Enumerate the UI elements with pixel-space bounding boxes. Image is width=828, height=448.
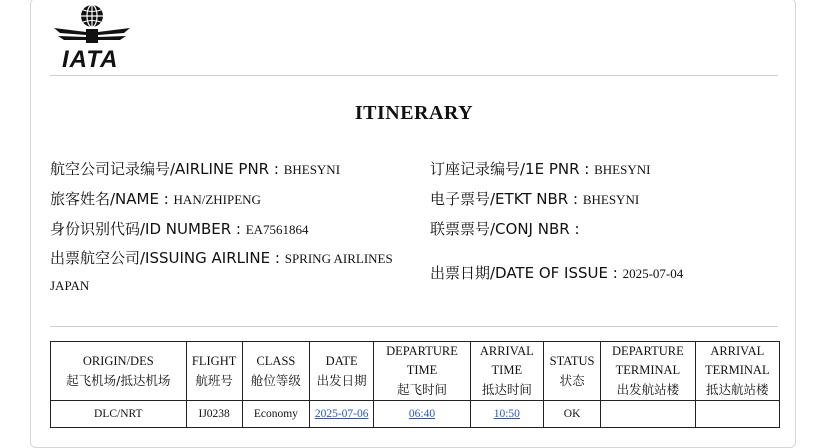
id-number-label: 身份识别代码/ID NUMBER : xyxy=(50,220,246,238)
airline-pnr xyxy=(50,158,340,179)
id-number-value: EA7561864 xyxy=(245,222,309,237)
cell-departure-terminal xyxy=(601,401,695,428)
middle-divider xyxy=(50,326,778,327)
passenger-name-value: HAN/ZHIPENG xyxy=(173,192,261,207)
logo-wordmark: IATA xyxy=(62,46,119,73)
etkt-number-label: 电子票号/ETKT NBR : xyxy=(430,190,583,208)
cell-status: OK xyxy=(543,401,600,428)
col-header-flight: FLIGHT 航班号 xyxy=(186,342,242,401)
issuing-airline xyxy=(50,247,393,268)
col-header-date: DATE 出发日期 xyxy=(310,342,374,401)
conj-number xyxy=(430,218,580,239)
itinerary-table xyxy=(50,341,780,428)
table-header-row xyxy=(51,342,780,401)
table-row xyxy=(51,401,780,428)
col-header-arrival-terminal: ARRIVAL TERMINAL 抵达航站楼 xyxy=(695,342,779,401)
date-of-issue-label: 出票日期/DATE OF ISSUE : xyxy=(430,264,623,282)
arrival-time-link[interactable]: 10:50 xyxy=(493,408,520,420)
etkt-number xyxy=(430,188,639,209)
cell-class: Economy xyxy=(242,401,309,428)
col-header-status: STATUS 状态 xyxy=(543,342,600,401)
issuing-airline-value-line2: JAPAN xyxy=(50,278,90,293)
date-link[interactable]: 2025-07-06 xyxy=(314,408,369,420)
cell-arrival-terminal xyxy=(695,401,779,428)
conj-number-label: 联票票号/CONJ NBR : xyxy=(430,220,580,238)
col-header-class: CLASS 舱位等级 xyxy=(242,342,309,401)
date-of-issue xyxy=(430,262,683,283)
passenger-name xyxy=(50,188,261,209)
etkt-number-value: BHESYNI xyxy=(582,192,640,207)
airline-pnr-value: BHESYNI xyxy=(283,162,341,177)
ie-pnr xyxy=(430,158,650,179)
cell-departure-time xyxy=(374,401,470,428)
cell-origin-des: DLC/NRT xyxy=(51,401,187,428)
id-number xyxy=(50,218,309,239)
issuing-airline-cont xyxy=(50,278,89,295)
departure-time-link[interactable]: 06:40 xyxy=(408,408,436,420)
col-header-origin: ORIGIN/DES 起飞机场/抵达机场 xyxy=(51,342,187,401)
issuing-airline-label: 出票航空公司/ISSUING AIRLINE : xyxy=(50,249,285,267)
cell-arrival-time xyxy=(470,401,543,428)
col-header-arrival-time: ARRIVAL TIME 抵达时间 xyxy=(470,342,543,401)
ie-pnr-label: 订座记录编号/1E PNR : xyxy=(430,160,595,178)
top-divider xyxy=(50,75,778,76)
col-header-departure-terminal: DEPARTURE TERMINAL 出发航站楼 xyxy=(601,342,695,401)
cell-date xyxy=(310,401,374,428)
date-of-issue-value: 2025-07-04 xyxy=(622,266,684,281)
page-title: ITINERARY xyxy=(354,102,474,124)
airline-pnr-label: 航空公司记录编号/AIRLINE PNR : xyxy=(50,160,284,178)
issuing-airline-value: SPRING AIRLINES xyxy=(284,251,393,266)
passenger-name-label: 旅客姓名/NAME : xyxy=(50,190,174,208)
col-header-departure-time: DEPARTURE TIME 起飞时间 xyxy=(374,342,470,401)
ie-pnr-value: BHESYNI xyxy=(594,162,651,177)
cell-flight: IJ0238 xyxy=(186,401,242,428)
